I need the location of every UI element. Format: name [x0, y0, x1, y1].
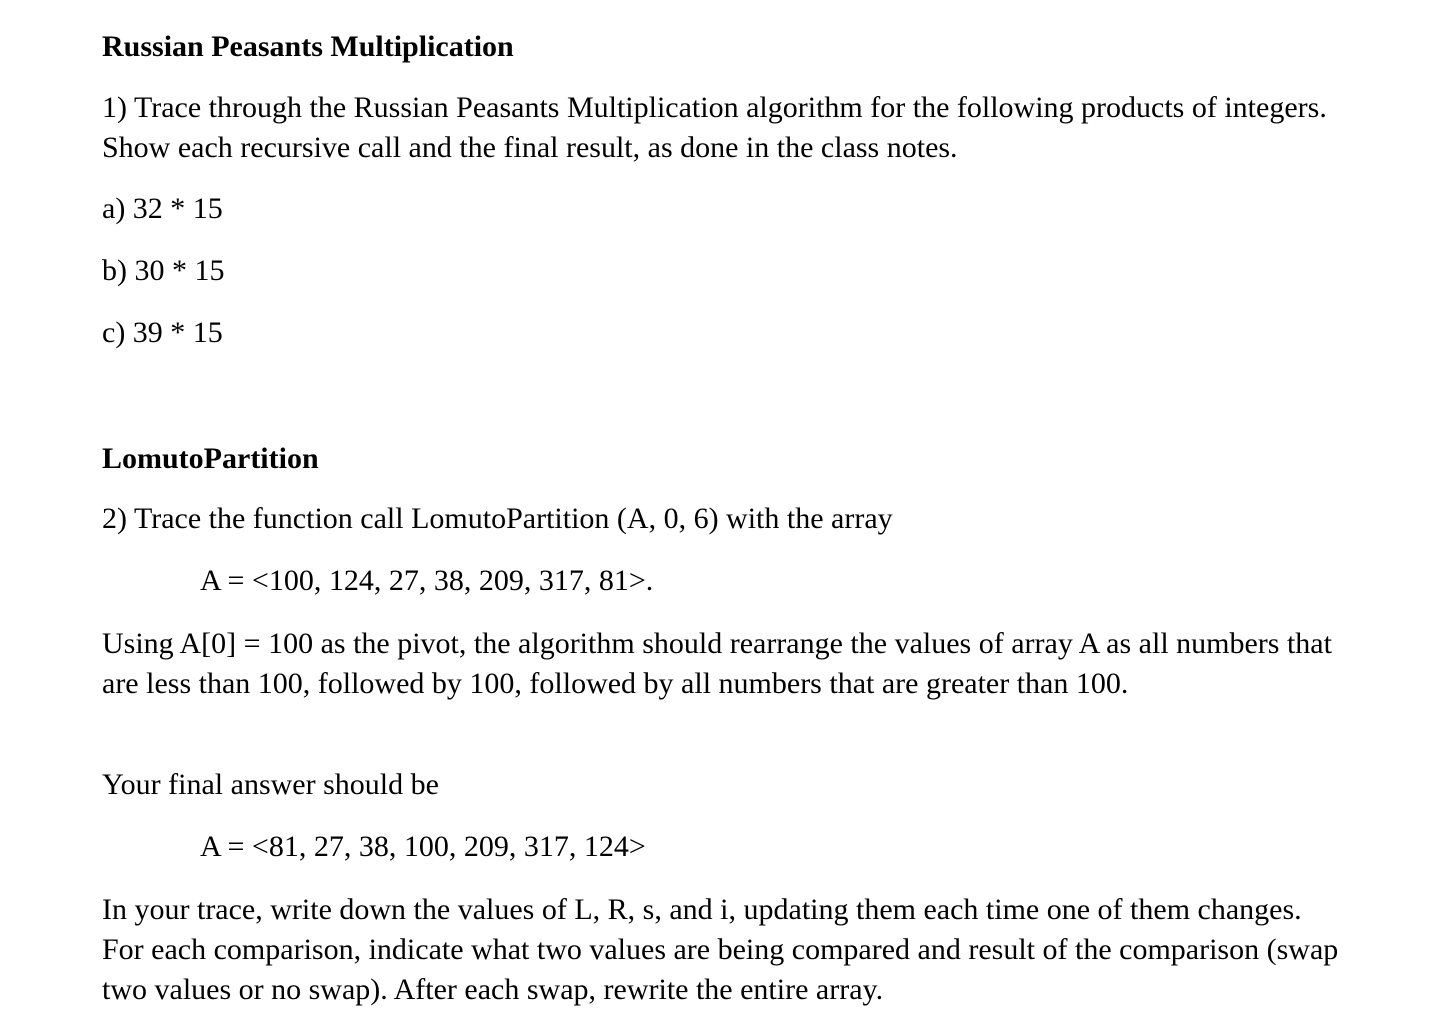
item-a: a) 32 * 15	[102, 192, 223, 225]
section1-heading: Russian Peasants Multiplication	[102, 30, 514, 63]
item-c: c) 39 * 15	[102, 316, 223, 349]
item-b: b) 30 * 15	[102, 254, 225, 287]
section2-question: 2) Trace the function call LomutoPartition (A, 0, 6) with the array	[102, 502, 893, 535]
array-final: A = <81, 27, 38, 100, 209, 317, 124>	[200, 830, 646, 863]
section2-heading: LomutoPartition	[102, 442, 319, 475]
array-initial: A = <100, 124, 27, 38, 209, 317, 81>.	[200, 564, 654, 597]
section1-question: 1) Trace through the Russian Peasants Multiplication algorithm for the following products of integers. Show each recursive call and the final result, as done in the class notes.	[102, 91, 1327, 164]
pivot-description: Using A[0] = 100 as the pivot, the algorithm should rearrange the values of array A as all numbers that are less than 100, followed by 100, followed by all numbers that are greater than 100.	[102, 627, 1332, 700]
final-answer-label: Your final answer should be	[102, 768, 439, 801]
trace-instructions: In your trace, write down the values of L, R, s, and i, updating them each time one of them changes. For each comparison, indicate what two values are being compared and result of the comparison (swap two values or no swap). After each swap, rewrite the entire array.	[102, 893, 1339, 1006]
